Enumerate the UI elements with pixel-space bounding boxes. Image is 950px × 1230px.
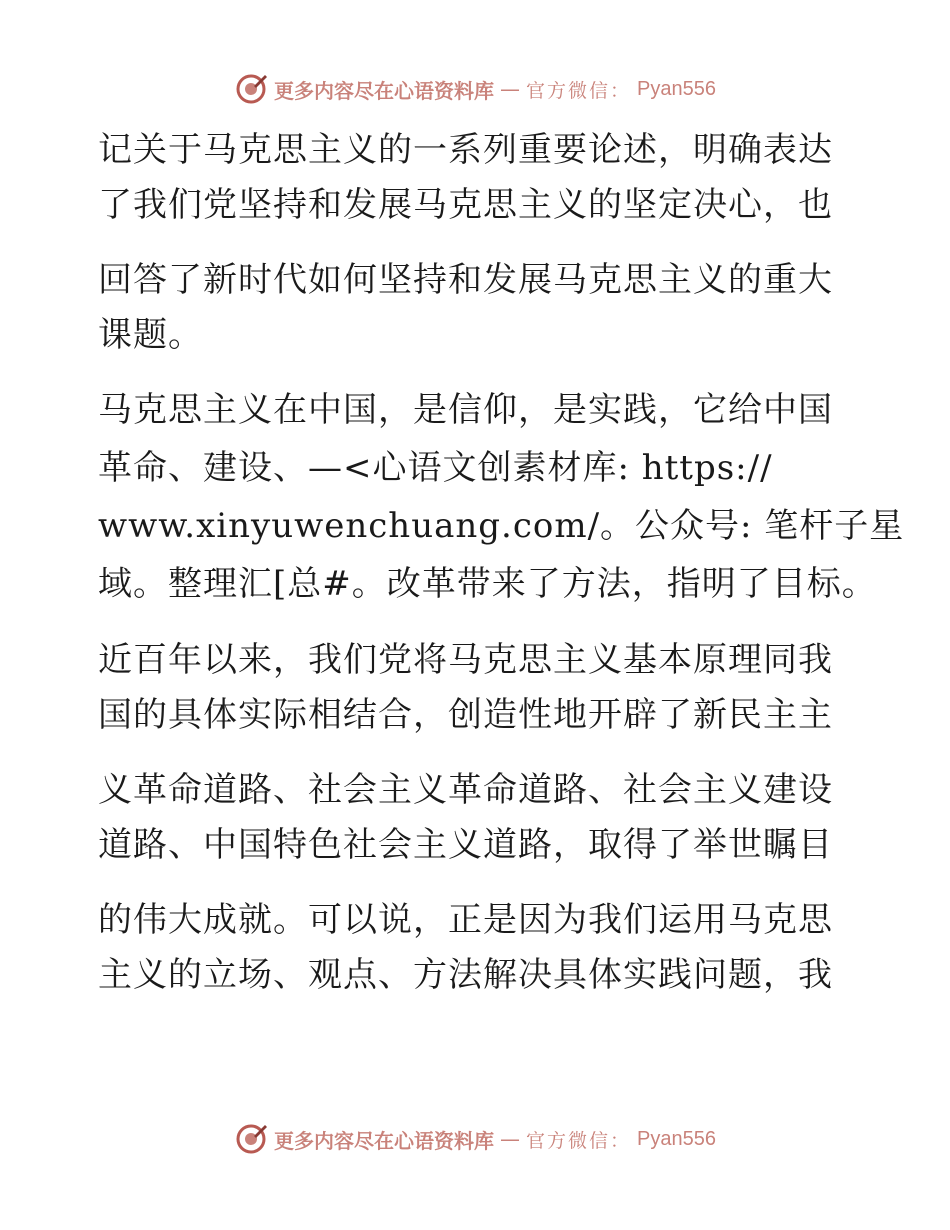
text-line: 记关于马克思主义的一系列重要论述，明确表达 (98, 130, 833, 170)
text-line: 的伟大成就。可以说，正是因为我们运用马克思 (98, 900, 833, 940)
header-separator: — (500, 77, 520, 101)
text-line: 课题。 (98, 315, 203, 355)
header-wechat-id: Pyan556 (637, 77, 716, 100)
text-line: www.xinyuwenchuang.com/。公众号: 笔杆子星 (98, 506, 905, 546)
text-line: 道路、中国特色社会主义道路，取得了举世瞩目 (98, 825, 833, 865)
text-line: 域。整理汇[总#。改革带来了方法，指明了目标。 (98, 564, 877, 604)
footer-banner (0, 1122, 950, 1156)
footer-wechat-id: Pyan556 (637, 1127, 716, 1150)
text-line: 义革命道路、社会主义革命道路、社会主义建设 (98, 770, 833, 810)
pen-logo-icon (234, 1122, 268, 1156)
text-line: 马克思主义在中国，是信仰，是实践，它给中国 (98, 390, 833, 430)
text-line: 主义的立场、观点、方法解决具体实践问题，我 (98, 955, 833, 995)
footer-wechat-label: 官方微信： (526, 1129, 632, 1152)
footer-title: 更多内容尽在心语资料库 (274, 1128, 494, 1153)
text-line: 革命、建设、—<心语文创素材库: https:// (98, 448, 773, 488)
text-line: 了我们党坚持和发展马克思主义的坚定决心，也 (98, 185, 833, 225)
footer-separator: — (500, 1127, 520, 1151)
text-line: 回答了新时代如何坚持和发展马克思主义的重大 (98, 260, 833, 300)
header-wechat-label: 官方微信： (526, 79, 632, 102)
text-line: 近百年以来，我们党将马克思主义基本原理同我 (98, 640, 833, 680)
header-title: 更多内容尽在心语资料库 (274, 78, 494, 103)
pen-logo-icon (234, 72, 268, 106)
text-line: 国的具体实际相结合，创造性地开辟了新民主主 (98, 695, 833, 735)
header-banner (0, 72, 950, 106)
